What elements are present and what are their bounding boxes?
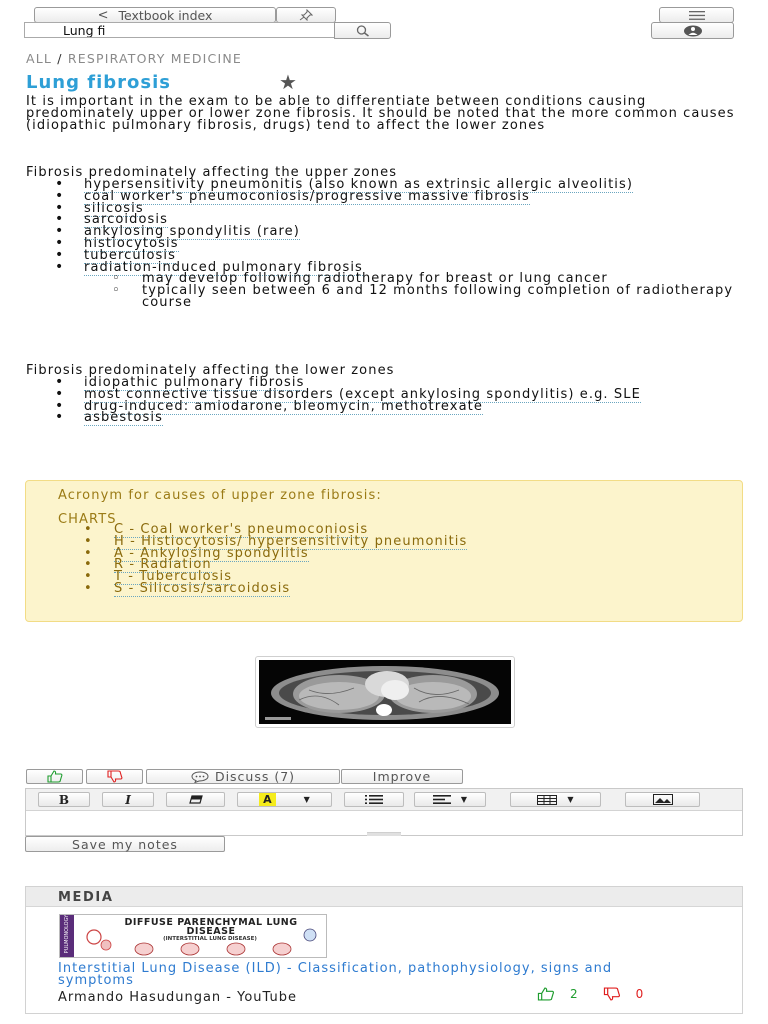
sublist-item: ◦ typically seen between 6 and 12 months following completion of radiotherapy course <box>112 285 740 309</box>
list-item-text[interactable]: tuberculosis <box>84 247 176 263</box>
improve-label: Improve <box>372 769 432 784</box>
media-dislike-count: 0 <box>635 987 644 1001</box>
chat-icon <box>191 771 209 783</box>
list-item-text[interactable]: asbestosis <box>84 410 163 426</box>
acronym-item-text[interactable]: S - Silicosis/sarcoidosis <box>114 580 291 596</box>
star-icon[interactable]: ★ <box>279 70 297 94</box>
hamburger-icon <box>689 11 705 20</box>
list-item-text[interactable]: ankylosing spondylitis (rare) <box>84 224 300 240</box>
search-icon <box>356 25 370 37</box>
list-item-text[interactable]: sarcoidosis <box>84 212 168 228</box>
save-notes-button[interactable] <box>25 836 225 852</box>
acronym-item-text[interactable]: C - Coal worker's pneumoconiosis <box>114 522 369 537</box>
italic-button[interactable] <box>102 792 154 807</box>
media-rating <box>536 987 643 1001</box>
acronym-box <box>25 480 743 622</box>
acronym-item-text[interactable]: A - Ankylosing spondylitis <box>114 545 309 561</box>
menu-button[interactable] <box>659 7 734 23</box>
lower-zone-heading: Fibrosis predominately affecting the lower zones <box>26 363 395 378</box>
insert-image-button[interactable] <box>625 792 700 807</box>
acronym-item-text[interactable]: T - Tuberculosis <box>114 569 233 585</box>
lower-zone-list <box>55 377 740 424</box>
textbook-index-button[interactable] <box>34 7 276 23</box>
acronym-intro: Acronym for causes of upper zone fibrosis: <box>58 488 382 503</box>
list-item-text[interactable]: radiation-induced pulmonary fibrosis <box>84 259 363 275</box>
acronym-word: CHARTS <box>58 512 117 527</box>
sublist-item: ◦ may develop following radiotherapy for breast or lung cancer <box>112 273 740 285</box>
chevron-down-icon: ▼ <box>567 795 574 804</box>
chevron-left-icon: < <box>97 7 109 23</box>
breadcrumb-all[interactable]: ALL <box>26 51 53 66</box>
list-item <box>55 412 740 424</box>
improve-button[interactable] <box>341 769 463 784</box>
breadcrumb-separator: / <box>57 51 63 66</box>
breadcrumb <box>26 51 242 66</box>
image-icon <box>653 794 673 805</box>
chevron-down-icon: ▼ <box>303 795 310 804</box>
video-thumbnail[interactable] <box>59 914 327 958</box>
list-item-text[interactable]: drug-induced: amiodarone, bleomycin, methotrexate <box>84 398 483 414</box>
thumb-side-text: PULMONOLOGY <box>64 914 70 954</box>
thumbs-up-icon[interactable] <box>536 987 556 1001</box>
bullet-list-icon <box>365 795 383 804</box>
media-panel <box>25 886 743 1014</box>
page-title: Lung fibrosis <box>26 72 171 93</box>
thumb-title: DIFFUSE PARENCHYMAL LUNG DISEASE <box>124 917 298 937</box>
bullet-list-button[interactable] <box>344 792 404 807</box>
list-item-text[interactable]: hypersensitivity pneumonitis (also known as extrinsic allergic alveolitis) <box>84 177 634 192</box>
thumb-illustration <box>60 915 327 958</box>
list-item-text[interactable]: silicosis <box>84 200 144 216</box>
align-icon <box>433 795 451 804</box>
list-item <box>55 259 740 310</box>
save-notes-label: Save my notes <box>72 836 178 852</box>
thumbs-up-icon <box>47 770 63 783</box>
bold-icon: B <box>58 792 70 807</box>
align-button[interactable] <box>414 792 486 807</box>
discuss-label: Discuss (7) <box>214 769 296 784</box>
search-button[interactable] <box>334 22 391 39</box>
italic-icon: I <box>125 792 131 807</box>
eraser-icon <box>189 795 203 804</box>
media-like-count: 2 <box>570 987 578 1001</box>
list-item-text[interactable]: coal worker's pneumoconiosis/progressive massive fibrosis <box>84 188 530 204</box>
clear-format-button[interactable] <box>166 792 225 807</box>
media-header: MEDIA <box>26 887 742 907</box>
table-button[interactable] <box>510 792 601 807</box>
editor-toolbar <box>26 789 742 811</box>
acronym-item-text[interactable]: R - Radiation <box>114 557 212 573</box>
media-source: Armando Hasudungan - YouTube <box>58 990 297 1005</box>
user-icon <box>683 25 703 37</box>
chevron-down-icon: ▼ <box>460 795 468 804</box>
like-button[interactable] <box>26 769 83 784</box>
list-item-text[interactable]: histiocytosis <box>84 235 179 251</box>
acronym-list <box>84 524 604 595</box>
list-item-text[interactable]: most connective tissue disorders (except ankylosing spondylitis) e.g. SLE <box>84 386 641 402</box>
search-input[interactable] <box>24 22 335 38</box>
acronym-item <box>84 580 604 596</box>
media-title-link[interactable]: Interstitial Lung Disease (ILD) - Classification, pathophysiology, signs and symptoms <box>58 961 613 988</box>
text-color-icon: A <box>259 793 276 806</box>
pin-button[interactable] <box>276 7 336 23</box>
intro-paragraph: It is important in the exam to be able to differentiate between conditions causing predominately upper or lower zone fibrosis. It should be noted that the more common causes (idiopathic pulmonary fibrosis, drugs) tend to affect the lower zones <box>26 94 735 133</box>
upper-zone-heading: Fibrosis predominately affecting the upper zones <box>26 165 398 180</box>
dislike-button[interactable] <box>86 769 143 784</box>
discuss-button[interactable] <box>146 769 340 784</box>
pin-icon <box>299 9 313 21</box>
radiation-sublist <box>112 273 740 308</box>
textbook-index-label: Textbook index <box>118 7 213 23</box>
text-color-button[interactable] <box>237 792 332 807</box>
editor-resize-handle[interactable] <box>367 832 401 836</box>
thumbs-down-icon[interactable] <box>602 987 622 1001</box>
upper-zone-list <box>55 179 740 309</box>
ct-scan-image[interactable] <box>255 656 515 728</box>
list-item <box>55 188 740 204</box>
breadcrumb-respiratory-medicine[interactable]: RESPIRATORY MEDICINE <box>67 51 243 66</box>
user-account-button[interactable] <box>651 22 734 39</box>
table-icon <box>537 795 557 805</box>
acronym-item-text[interactable]: H - Histiocytosis/ hypersensitivity pneumonitis <box>114 533 468 549</box>
ct-scan-graphic <box>259 660 511 724</box>
notes-editor[interactable] <box>25 788 743 836</box>
bold-button[interactable] <box>38 792 90 807</box>
thumb-subtitle: (INTERSTITIAL LUNG DISEASE) <box>163 936 257 942</box>
thumbs-down-icon <box>107 770 123 783</box>
list-item-text[interactable]: idiopathic pulmonary fibrosis <box>84 375 305 390</box>
